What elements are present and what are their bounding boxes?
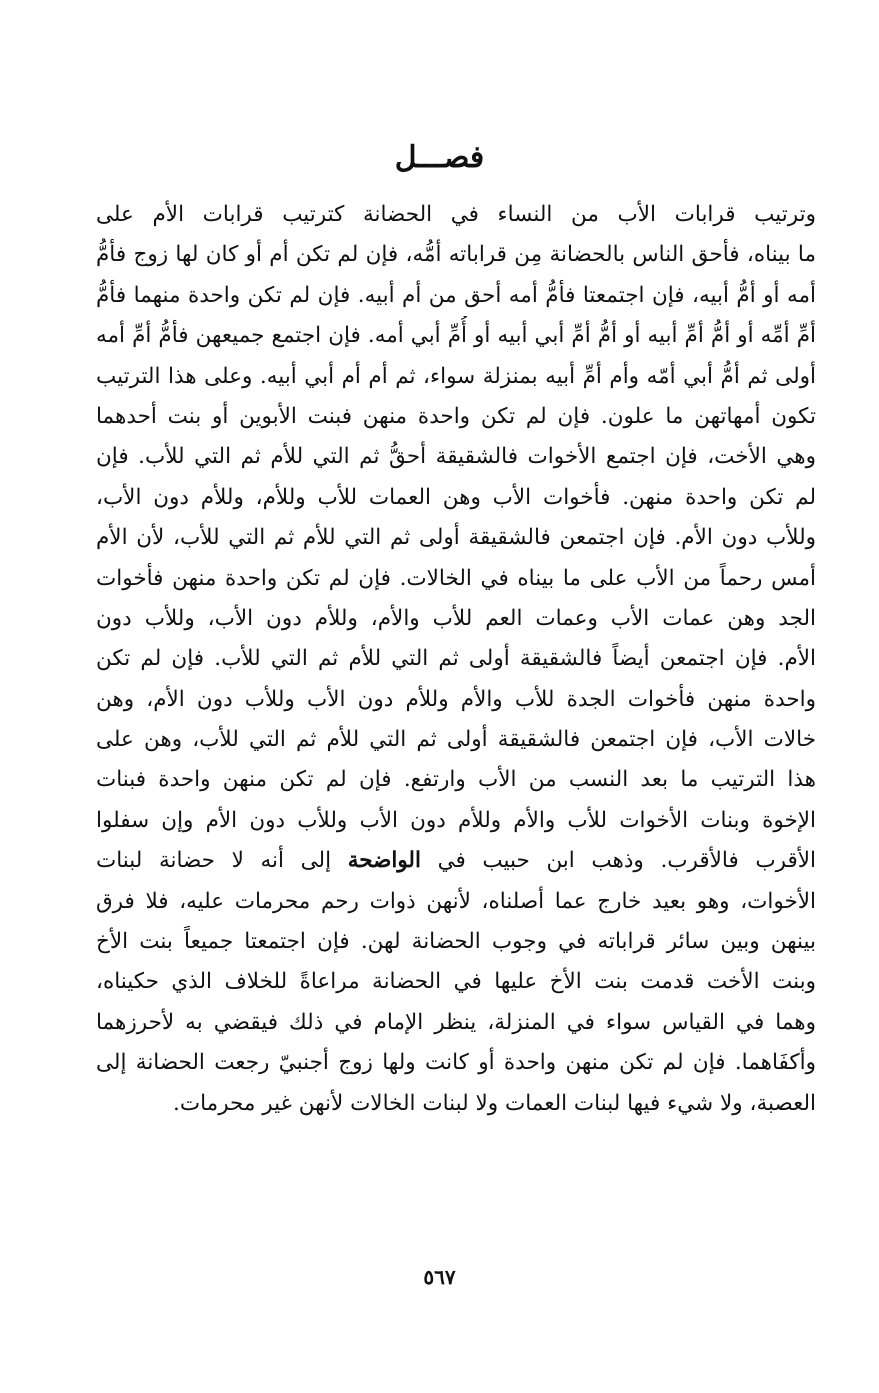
text-line bbox=[96, 397, 816, 437]
text-line bbox=[96, 882, 816, 922]
text-run: إلى أنه لا حضانة لبنات bbox=[96, 848, 348, 874]
text-run: الجد وهن عمات الأب وعمات العم للأب والأم، وللأم دون الأب، وللأب دون bbox=[96, 605, 816, 631]
text-line bbox=[96, 801, 816, 841]
text-run: وترتيب قرابات الأب من النساء في الحضانة كترتيب قرابات الأم على bbox=[96, 202, 816, 227]
text-line bbox=[96, 1003, 816, 1043]
text-run: الأقرب فالأقرب. وذهب ابن حبيب في bbox=[420, 848, 816, 874]
text-run: أمس رحماً من الأب على ما بيناه في الخالات. فإن لم تكن واحدة منهن فأخوات bbox=[96, 565, 816, 591]
text-run: تكون أمهاتهن ما علون. فإن لم تكن واحدة منهن فبنت الأبوين أو بنت أحدهما bbox=[96, 403, 816, 429]
text-line bbox=[96, 962, 816, 1002]
text-run: أمه أو أمُّ أبيه، فإن اجتمعتا فأمُّ أمه أحق من أم أبيه. فإن لم تكن واحدة منهما فأمُّ bbox=[96, 282, 816, 308]
text-line bbox=[96, 639, 816, 679]
text-run: الأخوات، وهو بعيد خارج عما أصلناه، لأنهن ذوات رحم محرمات عليه، فلا فرق bbox=[96, 888, 816, 914]
text-line bbox=[96, 478, 816, 518]
text-line bbox=[96, 235, 816, 275]
text-line bbox=[96, 276, 816, 316]
text-run: واحدة منهن فأخوات الجدة للأب والأم وللأم دون الأب وللأب دون الأم، وهن bbox=[96, 686, 816, 712]
text-run: أولى ثم أمُّ أبي أمّه وأم أمِّ أبيه بمنزلة سواء، ثم أم أم أبي أبيه. وعلى هذا الترتيب bbox=[96, 363, 816, 389]
book-title: الواضحة bbox=[347, 848, 421, 874]
text-line bbox=[96, 922, 816, 962]
text-run: العصبة، ولا شيء فيها لبنات العمات ولا لبنات الخالات لأنهن غير محرمات. bbox=[173, 1090, 816, 1116]
text-run: لم تكن واحدة منهن. فأخوات الأب وهن العمات للأب وللأم، وللأم دون الأب، bbox=[96, 484, 816, 510]
text-line bbox=[96, 518, 816, 558]
text-line bbox=[96, 559, 816, 599]
text-line bbox=[96, 195, 816, 235]
text-line bbox=[96, 437, 816, 477]
text-line bbox=[96, 357, 816, 397]
text-line bbox=[96, 1043, 816, 1083]
text-run: أمِّ أمِّه أو أمُّ أمِّ أبيه أو أمُّ أمِّ أبي أبيه أو أُمِّ أبي أمه. فإن اجتمع جميعهن فأمُّ أمِّ أمه bbox=[96, 323, 816, 349]
text-run: وبنت الأخت قدمت بنت الأخ عليها في الحضانة مراعاةً للخلاف الذي حكيناه، bbox=[96, 969, 816, 995]
text-run: ما بيناه، فأحق الناس بالحضانة مِن قراباته أمُّه، فإن لم تكن أم أو كان لها زوج فأمُّ bbox=[96, 242, 816, 268]
body-text bbox=[96, 195, 816, 1124]
text-run: وهي الأخت، فإن اجتمع الأخوات فالشقيقة أحقُّ ثم التي للأم ثم التي للأب. فإن bbox=[96, 444, 816, 470]
text-line bbox=[96, 841, 816, 881]
text-line bbox=[96, 1084, 816, 1124]
text-run: بينهن وبين سائر قراباته في وجوب الحضانة لهن. فإن اجتمعتا جميعاً بنت الأخ bbox=[96, 929, 816, 955]
text-line bbox=[96, 599, 816, 639]
text-run: وللأب دون الأم. فإن اجتمعن فالشقيقة أولى ثم التي للأم ثم التي للأب، لأن الأم bbox=[96, 525, 816, 551]
text-run: وهما في القياس سواء في المنزلة، ينظر الإمام في ذلك فيقضي به لأحرزهما bbox=[96, 1009, 816, 1035]
text-line bbox=[96, 720, 816, 760]
text-run: خالات الأب، فإن اجتمعن فالشقيقة أولى ثم التي للأم ثم التي للأب، وهن على bbox=[96, 727, 816, 753]
text-run: هذا الترتيب ما بعد النسب من الأب وارتفع. فإن لم تكن منهن واحدة فبنات bbox=[96, 767, 816, 793]
page-number: ٥٦٧ bbox=[423, 1265, 456, 1289]
text-run: الإخوة وبنات الأخوات للأب والأم وللأم دون الأب وللأب دون الأم وإن سفلوا bbox=[96, 807, 816, 833]
text-run: وأكفَاهما. فإن لم تكن منهن واحدة أو كانت ولها زوج أجنبيّ رجعت الحضانة إلى bbox=[96, 1050, 816, 1076]
text-run: الأم. فإن اجتمعن أيضاً فالشقيقة أولى ثم التي للأم ثم التي للأب. فإن لم تكن bbox=[96, 646, 816, 672]
text-line bbox=[96, 760, 816, 800]
text-line bbox=[96, 680, 816, 720]
text-line bbox=[96, 316, 816, 356]
section-heading: فصـــل bbox=[394, 140, 485, 175]
